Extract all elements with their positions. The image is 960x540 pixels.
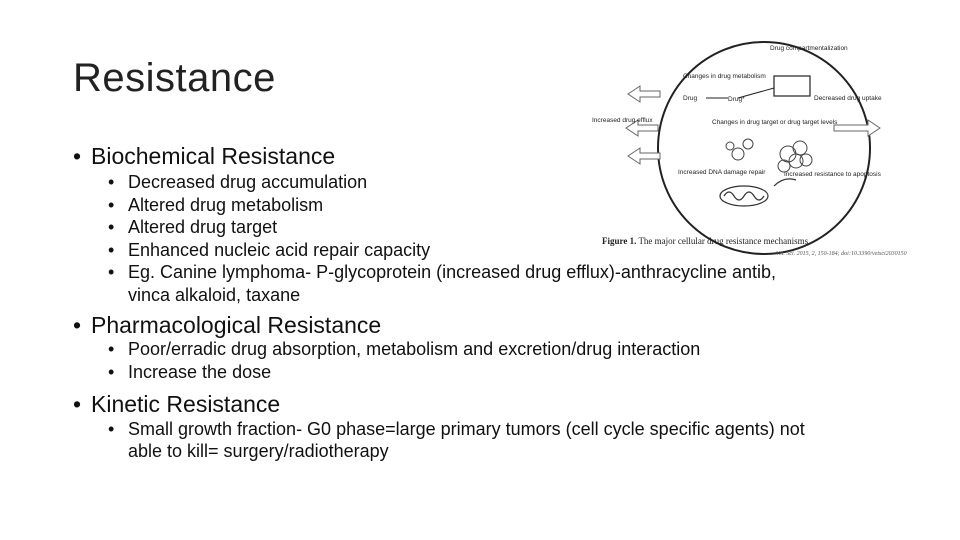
list-item: • Increase the dose <box>108 361 700 384</box>
label-metabolism: Changes in drug metabolism <box>683 73 766 80</box>
drug-resistance-diagram <box>588 36 888 266</box>
label-target: Changes in drug target or drug target levels <box>712 119 838 126</box>
section-heading-label: Biochemical Resistance <box>91 143 336 169</box>
section-heading-label: Kinetic Resistance <box>91 391 281 417</box>
label-dna-repair: Increased DNA damage repair <box>678 169 766 176</box>
slide-title: Resistance <box>73 56 276 100</box>
pharmacological-list <box>108 338 700 383</box>
label-compartment: Drug compartmentalization <box>770 45 848 52</box>
list-item: • Eg. Canine lymphoma- P-glycoprotein (increased drug efflux)-anthracycline antib, <box>108 261 776 284</box>
bullet: • <box>73 391 82 417</box>
label-efflux: Increased drug efflux <box>592 117 653 124</box>
list-item: • Altered drug metabolism <box>108 194 776 217</box>
kinetic-list <box>108 418 805 441</box>
label-drug-star: Drug* <box>728 96 745 103</box>
bullet: • <box>73 143 82 169</box>
compartment-box <box>774 76 810 96</box>
list-item-continuation: vinca alkaloid, taxane <box>128 285 301 305</box>
list-item: • Decreased drug accumulation <box>108 171 776 194</box>
figure-citation: Vet. Sci. 2015, 2, 150-184; doi:10.3390/vetsci2030150 <box>776 251 907 257</box>
section-heading-pharmacological <box>73 312 381 339</box>
bullet: • <box>73 312 82 338</box>
list-item: • Small growth fraction- G0 phase=large primary tumors (cell cycle specific agents) not <box>108 418 805 441</box>
list-item: • Altered drug target <box>108 216 776 239</box>
label-apoptosis: Increased resistance to apoptosis <box>784 171 881 178</box>
list-item-continuation: able to kill= surgery/radiotherapy <box>128 441 389 461</box>
figure-caption <box>602 236 810 246</box>
figure-caption-label: Figure 1. <box>602 236 637 246</box>
list-item: • Poor/erradic drug absorption, metabolism and excretion/drug interaction <box>108 338 700 361</box>
list-item: • Enhanced nucleic acid repair capacity <box>108 239 776 262</box>
section-heading-biochemical <box>73 143 335 170</box>
section-heading-kinetic <box>73 391 280 418</box>
figure-caption-text: The major cellular drug resistance mechanisms. <box>638 236 811 246</box>
section-heading-label: Pharmacological Resistance <box>91 312 382 338</box>
label-drug: Drug <box>683 95 698 102</box>
efflux-arrows-icon <box>626 86 660 164</box>
label-uptake: Decreased drug uptake <box>814 95 882 102</box>
